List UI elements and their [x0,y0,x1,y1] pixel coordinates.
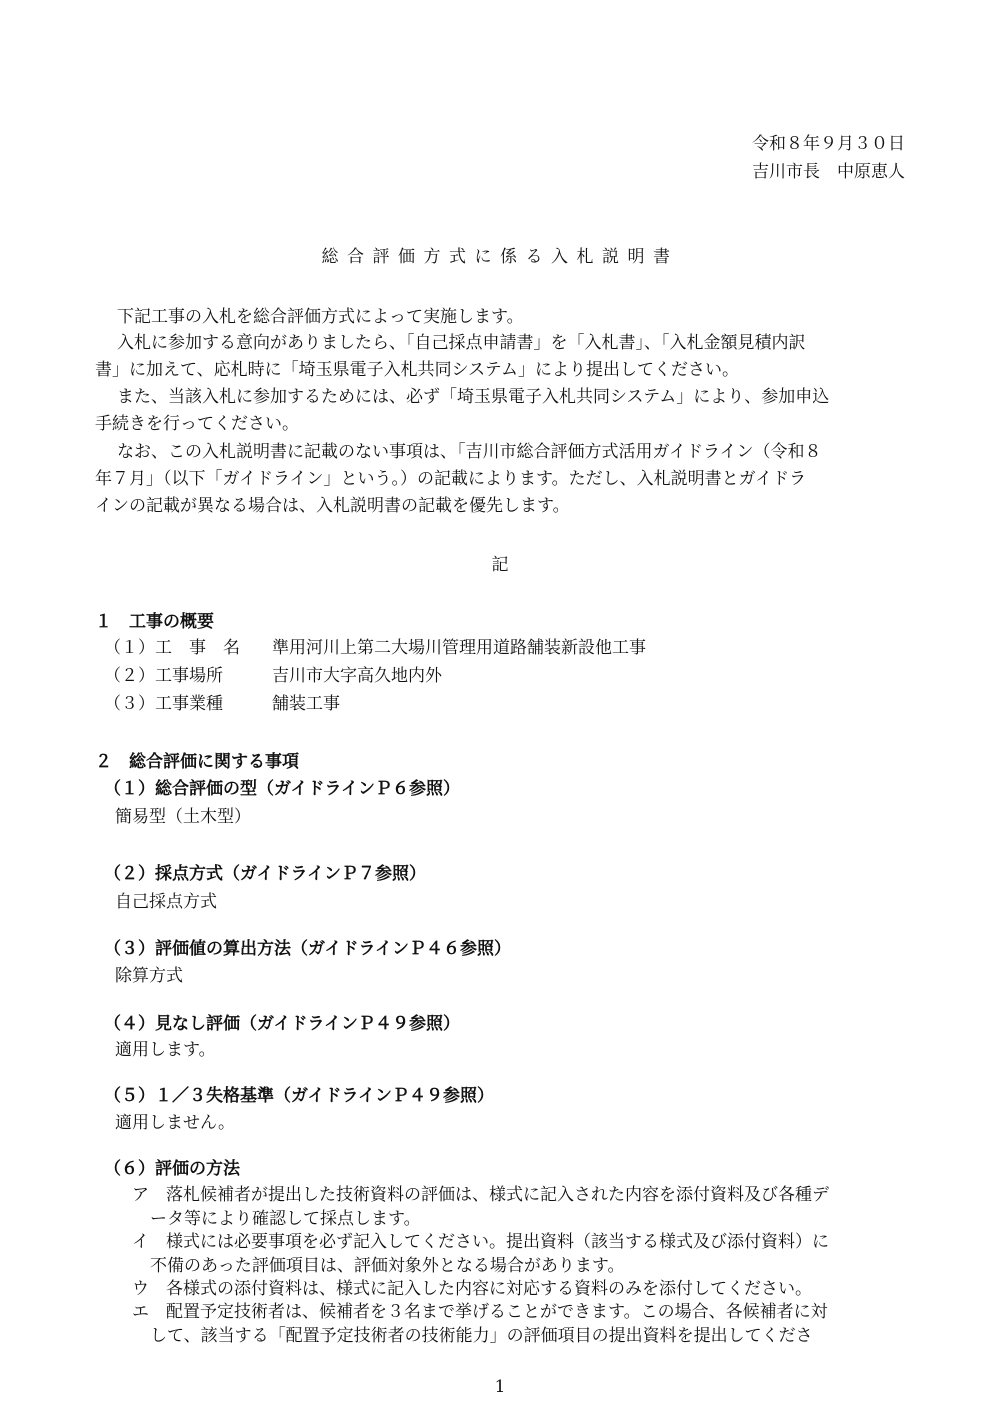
intro-line: 入札に参加する意向がありましたら、「自己採点申請書」を「入札書」、「入札金額見積内訳 [117,333,806,353]
subsection-heading: （１）総合評価の型（ガイドラインＰ６参照） [104,779,460,799]
subsection-heading: （６）評価の方法 [104,1159,240,1179]
subsection-body: 簡易型（土木型） [115,807,251,827]
work-item-value: 舗装工事 [272,694,340,714]
document-date: 令和８年９月３０日 [752,134,905,154]
work-item-label: （２）工事場所 [104,666,223,686]
section-2-heading: ２ 総合評価に関する事項 [95,752,299,772]
subsection-body: 適用しません。 [115,1113,236,1133]
work-item-value: 準用河川上第二大場川管理用道路舗装新設他工事 [272,638,646,658]
method-line: ア 落札候補者が提出した技術資料の評価は、様式に記入された内容を添付資料及び各種デ [132,1185,829,1205]
subsection-heading: （５）１／３失格基準（ガイドラインＰ４９参照） [104,1086,494,1106]
method-line: して、該当する「配置予定技術者の技術能力」の評価項目の提出資料を提出してくださ [150,1326,813,1346]
document-title: 総合評価方式に係る入札説明書 [321,247,679,267]
method-line: ータ等により確認して採点します。 [150,1209,421,1229]
intro-line: 書」に加えて、応札時に「埼玉県電子入札共同システム」により提出してください。 [95,360,739,380]
subsection-heading: （２）採点方式（ガイドラインＰ７参照） [104,864,426,884]
subsection-heading: （３）評価値の算出方法（ガイドラインＰ４６参照） [104,939,511,959]
intro-line: 下記工事の入札を総合評価方式によって実施します。 [117,307,524,327]
intro-line: また、当該入札に参加するためには、必ず「埼玉県電子入札共同システム」により、参加申込 [117,387,830,407]
method-line: イ 様式には必要事項を必ず記入してください。提出資料（該当する様式及び添付資料）に [132,1232,829,1252]
intro-line: インの記載が異なる場合は、入札説明書の記載を優先します。 [95,496,570,516]
page-number: 1 [494,1377,506,1397]
section-1-heading: １ 工事の概要 [95,612,214,632]
work-item-label: （１）工 事 名 [104,638,240,658]
method-line: ウ 各様式の添付資料は、様式に記入した内容に対応する資料のみを添付してください。 [132,1279,812,1299]
work-item-label: （３）工事業種 [104,694,223,714]
subsection-body: 除算方式 [115,966,183,986]
ki-marker: 記 [491,555,509,575]
subsection-body: 自己採点方式 [115,892,217,912]
intro-line: 年７月」（以下「ガイドライン」という。）の記載によります。ただし、入札説明書とガイドラ [95,469,807,489]
method-line: エ 配置予定技術者は、候補者を３名まで挙げることができます。この場合、各候補者に対 [132,1302,828,1322]
subsection-heading: （４）見なし評価（ガイドラインＰ４９参照） [104,1014,460,1034]
intro-line: 手続きを行ってください。 [95,414,299,434]
intro-line: なお、この入札説明書に記載のない事項は、「吉川市総合評価方式活用ガイドライン（令和８ [117,442,822,462]
work-item-value: 吉川市大字高久地内外 [272,666,442,686]
subsection-body: 適用します。 [115,1040,216,1060]
issuer-name: 吉川市長 中原恵人 [752,162,905,182]
method-line: 不備のあった評価項目は、評価対象外となる場合があります。 [150,1256,625,1276]
